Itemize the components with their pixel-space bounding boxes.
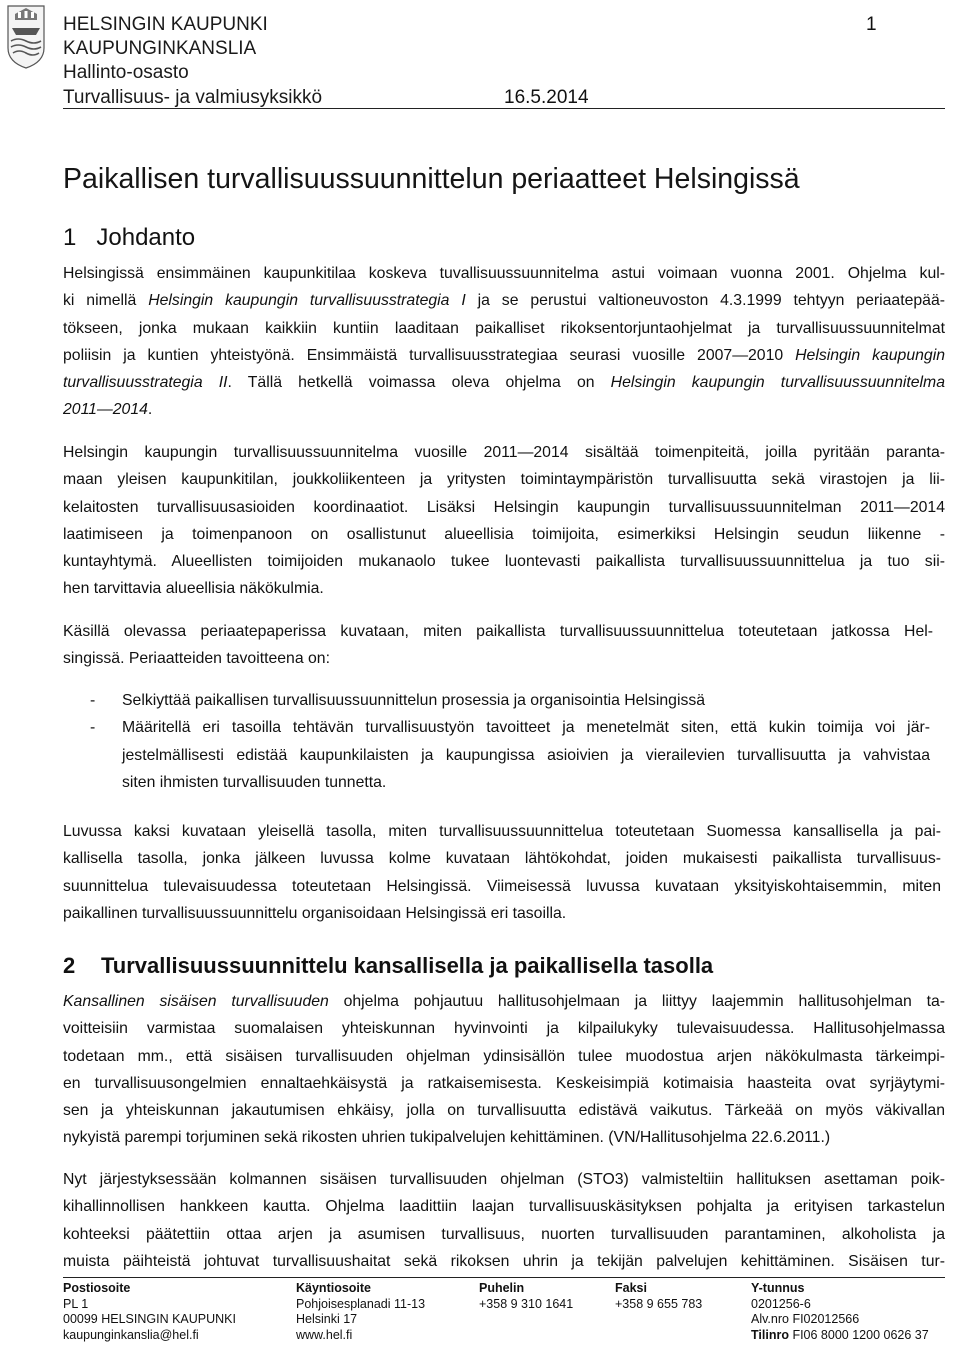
header-divider — [63, 108, 945, 109]
header-unit: Turvallisuus- ja valmiusyksikkö — [63, 87, 323, 108]
paragraph-line: Nyt järjestyksessään kolmannen sisäisen turvallisuuden ohjelman (STO3) valmisteltiin hallituksen asettaman poik- — [63, 1171, 945, 1188]
list-item — [90, 714, 930, 796]
program-name: turvallisuusstrategia II — [63, 374, 228, 392]
footer-visiting-address — [296, 1281, 425, 1343]
text-run: todetaan mm., että sisäisen turvallisuuden ohjelman ydinsisällön tulee muodostua arjen näkökulmasta tärkeimpi- — [63, 1047, 945, 1065]
paragraph — [63, 439, 945, 603]
paragraph — [63, 260, 945, 424]
city-crest-logo — [6, 4, 46, 70]
paragraph-line: singissä. Periaatteiden tavoitteena on: — [63, 650, 330, 668]
program-name: Helsingin kaupungin turvallisuussuunnitelma — [610, 374, 946, 392]
text-run: poliisin ja kuntien yhteistyönä. Ensimmäistä turvallisuusstrategiaa seurasi vuosille 2007—2010 — [63, 346, 796, 364]
section-number: 1 — [63, 224, 77, 251]
section-2-heading — [63, 952, 713, 980]
paragraph-line: muista päihteistä johtuvat turvallisuushaitat sekä rikoksen uhrin ja tekijän palvelujen kehittäminen. Sisäisen tur- — [63, 1252, 945, 1270]
paragraph-line — [63, 287, 945, 314]
footer-line: 00099 HELSINGIN KAUPUNKI — [63, 1312, 236, 1326]
paragraph-line — [63, 988, 945, 1015]
paragraph-line: Käsillä olevassa periaatepaperissa kuvataan, miten paikallista turvallisuussuunnittelua toteutetaan jatkossa Hel- — [63, 623, 933, 640]
paragraph-line: kallisella tasolla, jonka jälkeen luvussa kolme kuvataan lähtökohdat, joiden mukaisesti paikallista turvallisuus- — [63, 850, 941, 868]
text-run: sen ja yhteiskunnan jakautumisen ehkäisy, jolla on turvallisuutta edistävä vaikutus. Tärkeää on myös väkivallan — [63, 1102, 945, 1120]
paragraph — [63, 1166, 945, 1275]
page-number: 1 — [866, 14, 877, 35]
paragraph-line: kihallinnollisen hankkeen kautta. Ohjelma laadittiin laajan turvallisuuskäsityksen pohjalta ja erityisen tarkastelun — [63, 1198, 945, 1216]
text-run: ja se perustui valtioneuvoston 4.3.1999 tehtyyn periaatepää- — [465, 292, 945, 310]
list-bullet: - — [90, 692, 96, 709]
footer-phone — [479, 1281, 573, 1312]
footer-fax — [615, 1281, 702, 1312]
footer-line: Helsinki 17 — [296, 1312, 358, 1326]
paragraph-line: paikallinen turvallisuussuunnittelu organisoidaan Helsingissä eri tasoilla. — [63, 904, 567, 922]
paragraph-line — [63, 1043, 945, 1070]
footer-line: +358 9 310 1641 — [479, 1296, 574, 1311]
paragraph-line: hen tarvittavia alueellisia näkökulmia. — [63, 580, 324, 598]
paragraph-line — [63, 1124, 945, 1151]
header-org-unit: KAUPUNGINKANSLIA — [63, 38, 257, 59]
header-department: Hallinto-osasto — [63, 62, 189, 83]
text-run: voitteisiin varmistaa suomalaisen yhteiskunnan hyvinvointi ja kilpailukyky tulevaisuudessa. Hallitusohjelmassa — [63, 1020, 945, 1038]
footer-label: Tilinro — [751, 1327, 789, 1342]
text-run: Helsingissä ensimmäinen kaupunkitilaa koskeva tuvallisuussuunnitelma astui voimaan vuonna 2001. Ohjelma kul- — [63, 265, 945, 282]
paragraph-line — [63, 315, 945, 342]
section-number: 2 — [63, 953, 76, 978]
paragraph-line: kohteeksi päätettiin ottaa arjen ja asumisen turvallisuus, nuorten turvallisuuden parantaminen, alkoholista ja — [63, 1225, 945, 1243]
program-name: Helsingin kaupungin — [795, 346, 945, 364]
footer-label: Y-tunnus — [751, 1281, 805, 1295]
footer-line: FI06 8000 1200 0626 37 — [788, 1327, 929, 1342]
text-run: . Tällä hetkellä voimassa oleva ohjelma on — [227, 374, 611, 392]
footer-bank-account — [751, 1328, 929, 1344]
footer-website: www.hel.fi — [296, 1327, 353, 1342]
footer-business-id — [751, 1281, 929, 1343]
document-title: Paikallisen turvallisuussuunnittelun periaatteet Helsingissä — [63, 163, 800, 195]
footer-email: kaupunginkanslia@hel.fi — [63, 1327, 199, 1342]
paragraph-line: kelaitosten turvallisuusasioiden koordinaatiot. Lisäksi Helsingin kaupungin turvallisuussuunnitelman 2011—2014 — [63, 498, 945, 516]
paragraph-line — [63, 1070, 945, 1097]
paragraph-line — [63, 260, 945, 287]
text-run: ohjelma pohjautuu hallitusohjelmaan ja liittyy laajemmin hallitusohjelman ta- — [328, 993, 946, 1010]
list-item-line: jestelmällisesti edistää kaupunkilaisten ja kaupungissa asioivien ja vierailevien turvallisuutta ja vahvistaa — [122, 746, 930, 764]
text-run: en turvallisuusongelmien ennaltaehkäisystä ja ratkaisemisesta. Keskeisimpiä kotimaisia haasteita ovat syrjäytymi- — [63, 1074, 945, 1092]
list-item-line: Määritellä eri tasoilla tehtävän turvallisuustyön tavoitteet ja menetelmät siten, että kukin toimija voi jär- — [122, 719, 930, 737]
section-title: Turvallisuussuunnittelu kansallisella ja paikallisella tasolla — [101, 953, 714, 978]
paragraph-line — [63, 1015, 945, 1042]
list-item — [90, 687, 930, 714]
paragraph — [63, 988, 945, 1152]
paragraph-line — [63, 396, 945, 423]
section-1-heading — [63, 224, 195, 252]
paragraph-line: maan yleisen kaupunkitilan, joukkoliikenteen ja yritysten toimintaympäristön turvallisuutta sekä virastojen ja lii- — [63, 471, 945, 489]
section-title: Johdanto — [96, 224, 196, 251]
goal-list — [90, 687, 930, 796]
paragraph-line — [63, 342, 945, 369]
paragraph-line: kuntayhtymä. Alueellisten toimijoiden mukanaolo tukee luontevasti paikallista turvallisuussuunnittelua ja tuo sii- — [63, 553, 945, 571]
list-bullet: - — [90, 719, 96, 737]
text-run: tökseen, jonka mukaan kaikkiin kuntiin laaditaan paikalliset rikoksentorjuntaohjelmat ja turvallisuussuunnitelmat — [63, 319, 945, 337]
list-item-line: siten ihmisten turvallisuuden tunnetta. — [122, 773, 387, 791]
footer-label: Puhelin — [479, 1281, 525, 1295]
text-run: nykyistä parempi torjuminen sekä rikosten uhrien tukipalvelujen kehittäminen. (VN/Hallitusohjelma 22.6.2011.) — [63, 1129, 831, 1147]
program-name: Kansallinen sisäisen turvallisuuden — [63, 993, 329, 1010]
paragraph-line — [63, 369, 945, 396]
paragraph — [63, 618, 933, 673]
program-name: Helsingin kaupungin turvallisuusstrategia I — [148, 292, 466, 310]
paragraph-line: Helsingin kaupungin turvallisuussuunnitelma vuosille 2011—2014 sisältää toimenpiteitä, joilla pyritään paranta- — [63, 444, 945, 461]
text-run: ki nimellä — [63, 292, 149, 310]
program-name: 2011—2014 — [63, 401, 148, 419]
header-org-name: HELSINGIN KAUPUNKI — [63, 14, 268, 35]
paragraph-line: Luvussa kaksi kuvataan yleisellä tasolla, miten turvallisuussuunnittelua toteutetaan Suomessa kansallisella ja pai- — [63, 823, 941, 840]
footer-label: Käyntiosoite — [296, 1281, 372, 1295]
text-run: . — [147, 401, 153, 419]
footer-line: Pohjoisesplanadi 11-13 — [296, 1296, 426, 1311]
footer-line: 0201256-6 — [751, 1296, 811, 1311]
footer-line: PL 1 — [63, 1296, 89, 1311]
footer-postal-address — [63, 1281, 236, 1343]
footer-label: Faksi — [615, 1281, 647, 1295]
paragraph-line — [63, 1097, 945, 1124]
footer-divider — [63, 1277, 945, 1278]
footer-line: Alv.nro FI02012566 — [751, 1312, 860, 1326]
paragraph-line: laatimiseen ja toimenpanoon on osallistunut alueellisia toimijoita, esimerkiksi Helsingin seudun liikenne - — [63, 525, 945, 543]
paragraph-line: suunnittelua tulevaisuudessa toteutetaan Helsingissä. Viimeisessä luvussa kuvataan yksityiskohtaisemmin, miten — [63, 877, 941, 895]
footer-label: Postiosoite — [63, 1281, 131, 1295]
list-item-line: Selkiyttää paikallisen turvallisuussuunnittelun prosessia ja organisointia Helsingissä — [122, 692, 706, 709]
paragraph — [63, 818, 941, 927]
header-date: 16.5.2014 — [504, 87, 589, 108]
footer-line: +358 9 655 783 — [615, 1296, 703, 1311]
